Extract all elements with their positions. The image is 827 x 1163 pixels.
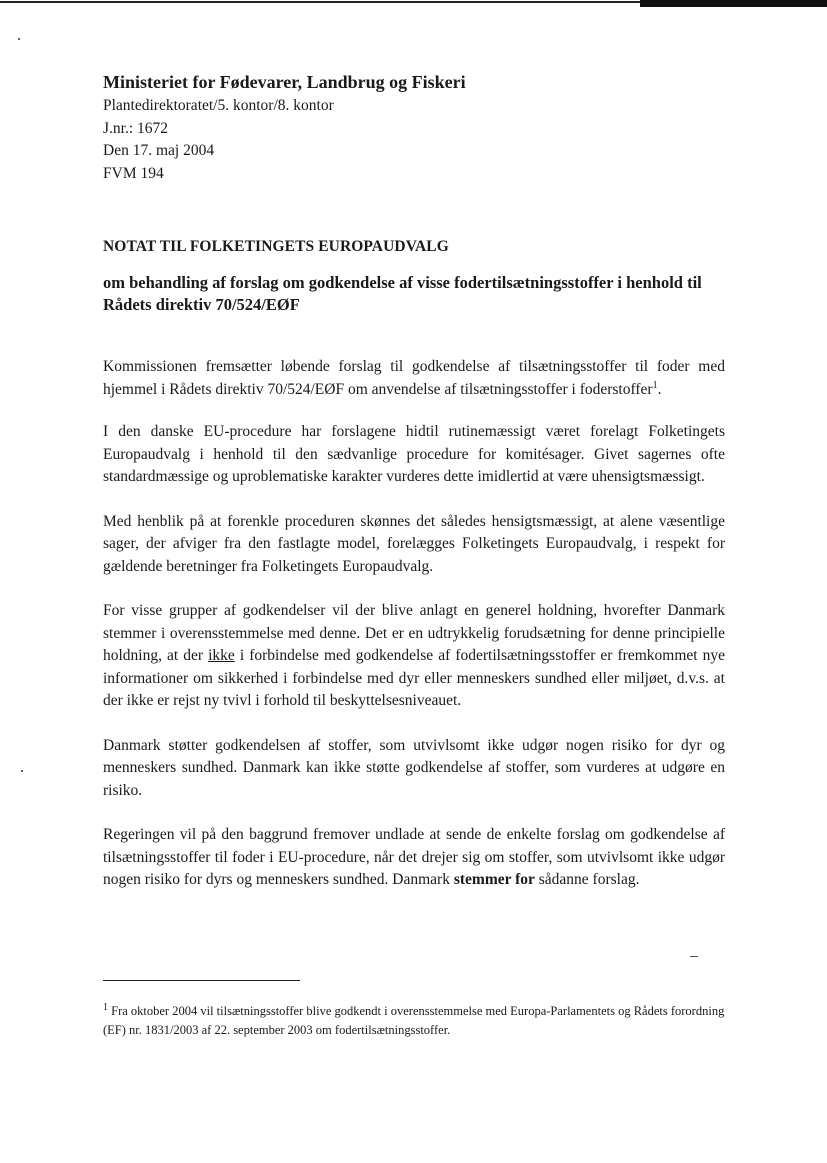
paragraph-4 — [103, 600, 725, 713]
scan-speck — [18, 38, 20, 40]
footnote-reference: 1 — [652, 379, 658, 391]
scan-speck — [21, 770, 23, 772]
paragraph-6-text-b: sådanne forslag. — [534, 871, 640, 888]
bold-stemmer-for: stemmer for — [453, 871, 535, 888]
paragraph-5: Danmark støtter godkendelsen af stoffer, som utvivlsomt ikke udgør nogen risiko for dyr og menneskers sundhed. Danmark kan ikke støtte godkendelse af stoffer, som vurderes at udgøre en risiko. — [103, 736, 725, 799]
scan-rule-thick — [640, 0, 827, 7]
paragraph-4-text-a: For visse grupper af godkendelser vil der blive anlagt en generel holdning, hvorefter Danmark stemmer i overensstemmelse med denne. Det er en udtrykkelig forudsætning for denne principielle holdning, at der — [103, 602, 725, 664]
scan-top-rule — [0, 0, 827, 8]
paragraph-3: Med henblik på at forenkle proceduren skønnes det således hensigtsmæssigt, at alene væsentlige sager, der afviger fra den fastlagte model, forelægges Folketingets Europaudvalg, i respekt for gældende beretninger fra Folketingets Europaudvalg. — [103, 512, 725, 575]
department-line: Plantedirektoratet/5. kontor/8. kontor — [103, 97, 334, 114]
notat-title: NOTAT TIL FOLKETINGETS EUROPAUDVALG — [103, 238, 449, 255]
footnote — [103, 1002, 725, 1040]
paragraph-6-text-a: Regeringen vil på den baggrund fremover undlade at sende de enkelte forslag om godkendelse af tilsætningsstoffer til foder i EU-procedure, når det drejer sig om stoffer, som utvivlsomt ikke udgør nogen risiko for dyrs og menneskers sundhed. Danmark — [103, 826, 725, 888]
subject-heading: om behandling af forslag om godkendelse af visse fodertilsætningsstoffer i henhold til Rådets direktiv 70/524/EØF — [103, 273, 702, 314]
scan-rule-thin — [0, 1, 700, 3]
letterhead — [103, 71, 743, 185]
footnote-separator — [103, 980, 300, 981]
paragraph-1-end: . — [657, 380, 662, 398]
ministry-name: Ministeriet for Fødevarer, Landbrug og Fiskeri — [103, 72, 466, 92]
reference-code: FVM 194 — [103, 164, 164, 182]
paragraph-6 — [103, 824, 725, 892]
document-body — [103, 356, 725, 914]
scan-mark — [690, 956, 698, 957]
document-date: Den 17. maj 2004 — [103, 142, 215, 159]
paragraph-2: I den danske EU-procedure har forslagene hidtil rutinemæssigt været forelagt Folketingets Europaudvalg i henhold til den sædvanlige procedure for komitésager. Givet sagernes ofte standardmæssige og uproblematiske karakter vurderes dette imidlertid at være uhensigtsmæssigt. — [103, 423, 725, 485]
paragraph-4-text-b: i forbindelse med godkendelse af fodertilsætningsstoffer er fremkommet nye informationer om sikkerhed i forbindelse med dyr eller menneskers sundhed eller miljøet, d.v.s. at der ikke er rejst ny tvivl i forhold til beskyttelsesniveauet. — [103, 647, 725, 709]
underlined-ikke: ikke — [208, 647, 235, 664]
paragraph-1 — [103, 356, 725, 401]
footnote-mark: 1 — [103, 1001, 108, 1013]
footnote-text: Fra oktober 2004 vil tilsætningsstoffer blive godkendt i overensstemmelse med Europa-Parlamentets og Rådets forordning (EF) nr. 1831/2003 af 22. september 2003 om fodertilsætningsstoffer. — [103, 1004, 725, 1037]
paragraph-1-text: Kommissionen fremsætter løbende forslag til godkendelse af tilsætningsstoffer til foder med hjemmel i Rådets direktiv 70/524/EØF om anvendelse af tilsætningsstoffer i foderstoffer — [103, 358, 725, 398]
journal-number: J.nr.: 1672 — [103, 119, 169, 137]
